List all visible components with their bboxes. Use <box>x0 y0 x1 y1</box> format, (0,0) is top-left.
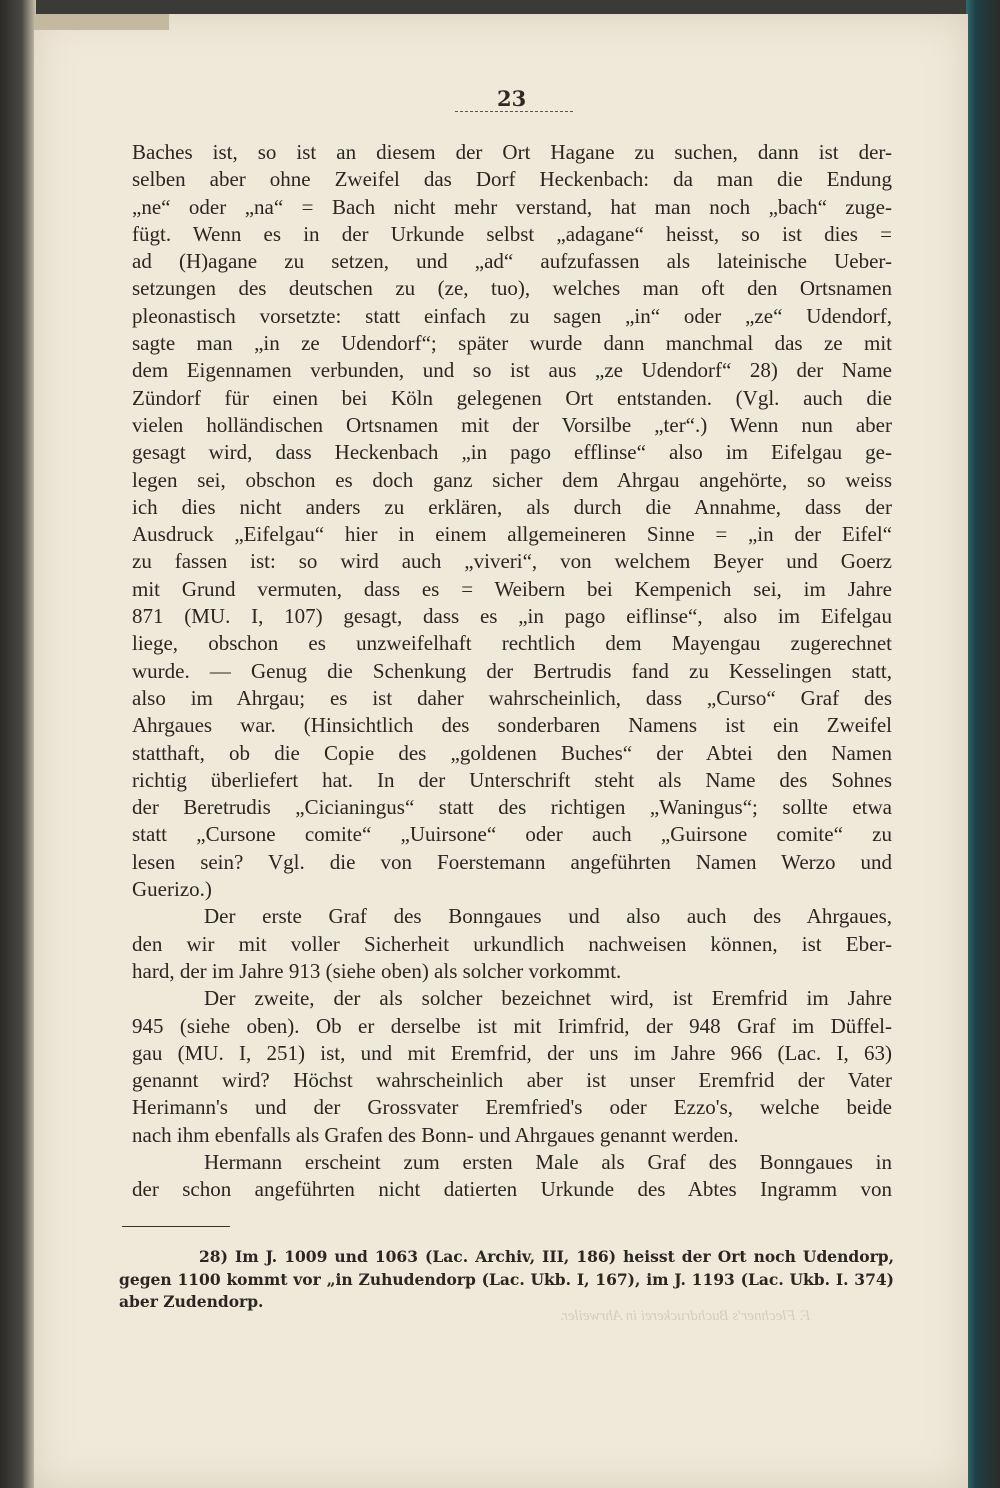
text-line: wurde. — Genug die Schenkung der Bertrudis fand zu Kesselingen statt, <box>132 658 892 683</box>
text-line: sagte man „in ze Udendorf“; später wurde dann manchmal das ze mit <box>132 331 892 356</box>
text-line: hard, der im Jahre 913 (siehe oben) als solcher vorkommt. <box>132 958 622 983</box>
page-number-rule <box>455 111 573 113</box>
text-line: nach ihm ebenfalls als Grafen des Bonn- und Ahrgaues genannt werden. <box>132 1122 739 1147</box>
text-line: richtig überliefert hat. In der Unterschrift steht als Name des Sohnes <box>132 767 892 792</box>
footnote-line: aber Zudendorp. <box>119 1292 264 1311</box>
text-line: dem Eigennamen verbunden, und so ist aus „ze Udendorf“ 28) der Name <box>132 358 892 383</box>
page-corner-tab <box>34 14 169 30</box>
text-line: mit Grund vermuten, dass es = Weibern bei Kempenich sei, im Jahre <box>132 576 892 601</box>
text-line: Ahrgaues war. (Hinsichtlich des sonderbaren Namens ist ein Zweifel <box>132 713 892 738</box>
text-line: der Beretrudis „Cicianingus“ statt des richtigen „Waningus“; sollte etwa <box>132 795 892 820</box>
text-line: Der erste Graf des Bonngaues und also auch des Ahrgaues, <box>204 904 892 929</box>
text-line: legen sei, obschon es doch ganz sicher dem Ahrgau angehörte, so weiss <box>132 467 892 492</box>
text-line: fügt. Wenn es in der Urkunde selbst „adagane“ heisst, so ist dies = <box>132 221 892 246</box>
text-line: setzungen des deutschen zu (ze, tuo), welches man oft den Ortsnamen <box>132 276 892 301</box>
text-line: Guerizo.) <box>132 877 212 902</box>
bleed-through-text: F. Flechner's Buchdruckerei in Ahrweiler. <box>560 1308 811 1324</box>
text-line: statt „Cursone comite“ „Uuirsone“ oder auch „Guirsone comite“ zu <box>132 822 892 847</box>
text-line: der schon angeführten nicht datierten Urkunde des Abtes Ingramm von <box>132 1177 892 1202</box>
footnote-line: gegen 1100 kommt vor „in Zuhudendorp (Lac. Ukb. I, 167), im J. 1193 (Lac. Ukb. I. 374) <box>119 1269 894 1289</box>
text-line: Ausdruck „Eifelgau“ hier in einem allgemeineren Sinne = „in der Eifel“ <box>132 522 892 547</box>
text-line: ad (H)agane zu setzen, und „ad“ aufzufassen als lateinische Ueber- <box>132 249 892 274</box>
text-line: 945 (siehe oben). Ob er derselbe ist mit Irimfrid, der 948 Graf im Düffel- <box>132 1013 892 1038</box>
footnote-line: 28) Im J. 1009 und 1063 (Lac. Archiv, III, 186) heisst der Ort noch Udendorp, <box>199 1247 894 1266</box>
scan-border-left <box>0 0 36 1488</box>
text-line: den wir mit voller Sicherheit urkundlich nachweisen können, ist Eber- <box>132 931 892 956</box>
text-line: gau (MU. I, 251) ist, und mit Eremfrid, der uns im Jahre 966 (Lac. I, 63) <box>132 1040 892 1065</box>
text-line: lesen sein? Vgl. die von Foerstemann angeführten Namen Werzo und <box>132 849 892 874</box>
text-line: selben aber ohne Zweifel das Dorf Heckenbach: da man die Endung <box>132 167 892 192</box>
text-line: pleonastisch vorsetzte: statt einfach zu sagen „in“ oder „ze“ Udendorf, <box>132 303 892 328</box>
text-line: Herimann's und der Grossvater Eremfried's oder Ezzo's, welche beide <box>132 1095 892 1120</box>
text-line: 871 (MU. I, 107) gesagt, dass es „in pago eiflinse“, also im Eifelgau <box>132 604 892 629</box>
text-line: vielen holländischen Ortsnamen mit der Vorsilbe „ter“.) Wenn nun aber <box>132 412 892 437</box>
text-line: Hermann erscheint zum ersten Male als Graf des Bonngaues in <box>204 1149 892 1174</box>
text-line: genannt wird? Höchst wahrscheinlich aber ist unser Eremfrid der Vater <box>132 1068 892 1093</box>
text-line: gesagt wird, dass Heckenbach „in pago efflinse“ also im Eifelgau ge- <box>132 440 892 465</box>
text-line: Der zweite, der als solcher bezeichnet wird, ist Eremfrid im Jahre <box>204 986 892 1011</box>
text-line: Baches ist, so ist an diesem der Ort Hagane zu suchen, dann ist der- <box>132 140 892 164</box>
text-line: statthaft, ob die Copie des „goldenen Buches“ der Abtei den Namen <box>132 740 892 765</box>
footnotes <box>119 1246 894 1314</box>
scan-border-right <box>966 0 1000 1488</box>
text-line: „ne“ oder „na“ = Bach nicht mehr verstand, hat man noch „bach“ zuge- <box>132 194 892 219</box>
text-line: also im Ahrgau; es ist daher wahrscheinlich, dass „Curso“ Graf des <box>132 685 892 710</box>
body-text <box>132 139 892 1204</box>
text-line: ich dies nicht anders zu erklären, als durch die Annahme, dass der <box>132 494 892 519</box>
text-line: liege, obschon es unzweifelhaft rechtlich dem Mayengau zugerechnet <box>132 631 892 656</box>
page-number: 23 <box>497 86 527 111</box>
footnote-rule <box>122 1226 230 1227</box>
text-line: Zündorf für einen bei Köln gelegenen Ort entstanden. (Vgl. auch die <box>132 385 892 410</box>
text-line: zu fassen ist: so wird auch „viveri“, von welchem Beyer und Goerz <box>132 549 892 574</box>
